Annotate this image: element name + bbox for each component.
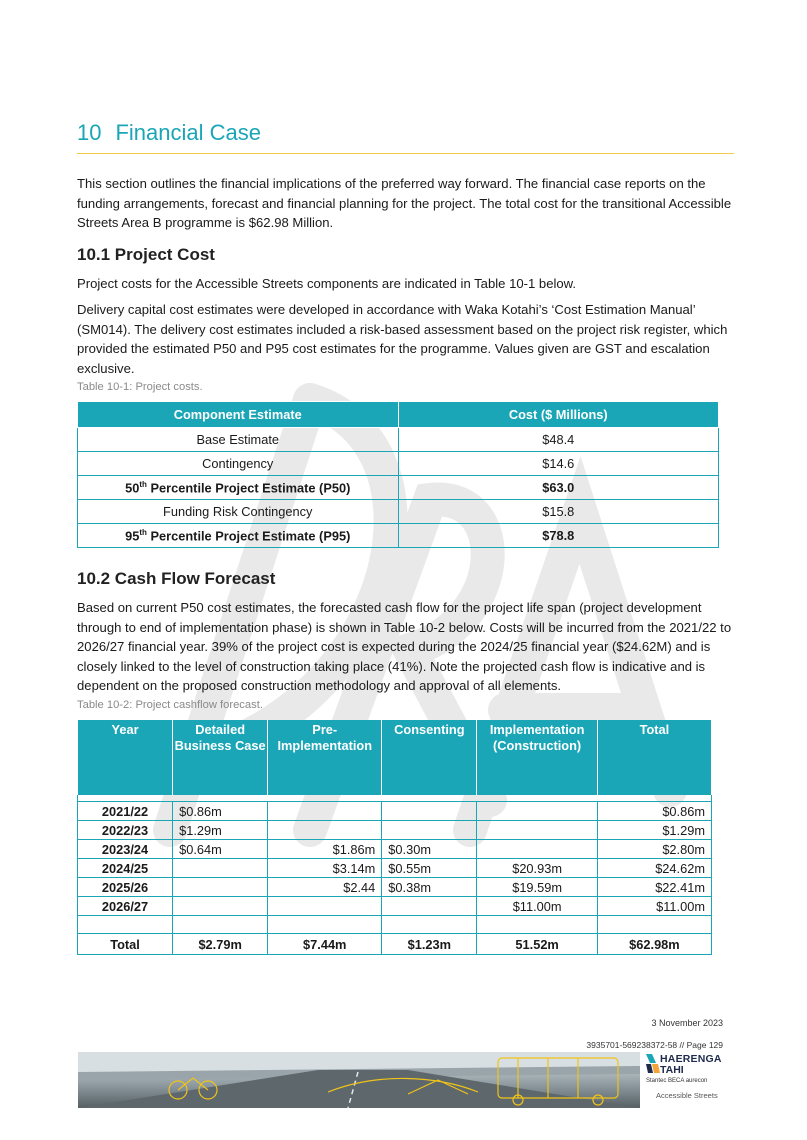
- row-label: [78, 524, 399, 548]
- row-value: $78.8: [398, 524, 719, 548]
- pre-implementation-cell: $2.44: [268, 878, 382, 897]
- pre-implementation-cell: $1.86m: [268, 840, 382, 859]
- footer-date: 3 November 2023: [651, 1018, 723, 1028]
- table-row: [78, 452, 719, 476]
- column-header-component: Component Estimate: [78, 402, 399, 428]
- total-pre-implementation: $7.44m: [268, 934, 382, 955]
- row-label-suffix: th: [139, 479, 147, 489]
- total-cell: $2.80m: [597, 840, 711, 859]
- table-row: [78, 428, 719, 452]
- total-consenting: $1.23m: [382, 934, 477, 955]
- consenting-cell: $0.30m: [382, 840, 477, 859]
- total-cell: $11.00m: [597, 897, 711, 916]
- column-header-cost: Cost ($ Millions): [398, 402, 719, 428]
- row-label: Funding Risk Contingency: [78, 500, 399, 524]
- dbc-cell: [173, 897, 268, 916]
- footer-banner-image: [78, 1052, 640, 1108]
- column-header-dbc: Detailed Business Case: [173, 720, 268, 795]
- column-header-year: Year: [78, 720, 173, 795]
- implementation-cell: $19.59m: [477, 878, 597, 897]
- year-cell: 2021/22: [78, 802, 173, 821]
- logo-line-1: HAERENGA: [660, 1053, 722, 1065]
- table-row: [78, 802, 712, 821]
- table-row: [78, 524, 719, 548]
- dbc-cell: [173, 878, 268, 897]
- total-implementation: 51.52m: [477, 934, 597, 955]
- banner-illustration: [78, 1052, 640, 1108]
- table-10-1-caption: Table 10-1: Project costs.: [77, 381, 203, 393]
- cash-flow-paragraph: Based on current P50 cost estimates, the forecasted cash flow for the project life span (project development through to end of implementation phase) is shown in Table 10-2 below. Costs will be incurred from the 2021/22 to 2026/27 financial year. 39% of the project cost is expected during the 2024/25 financial year ($24.62M) and is closely linked to the level of construction taking place (41%). Note the projected cash flow is indicative and is dependent on the proposed construction methodology and approval of all elements.: [77, 600, 732, 694]
- subheading-cash-flow: 10.2 Cash Flow Forecast: [77, 569, 276, 588]
- table-header-row: [78, 720, 712, 795]
- subheading-project-cost: 10.1 Project Cost: [77, 245, 215, 264]
- logo-line-2: TAHI: [660, 1064, 684, 1076]
- pre-implementation-cell: [268, 821, 382, 840]
- column-header-total: Total: [597, 720, 711, 795]
- row-value: $15.8: [398, 500, 719, 524]
- accessible-streets-logo: Accessible Streets: [656, 1091, 718, 1100]
- table-row: [78, 821, 712, 840]
- dbc-cell: [173, 859, 268, 878]
- dbc-cell: $1.29m: [173, 821, 268, 840]
- dbc-cell: $0.86m: [173, 802, 268, 821]
- year-cell: 2023/24: [78, 840, 173, 859]
- pre-implementation-cell: $3.14m: [268, 859, 382, 878]
- year-cell: 2024/25: [78, 859, 173, 878]
- section-number: 10: [77, 120, 102, 145]
- table-header-row: [78, 402, 719, 428]
- empty-row: [78, 916, 712, 934]
- year-cell: 2026/27: [78, 897, 173, 916]
- dbc-cell: $0.64m: [173, 840, 268, 859]
- row-label: Contingency: [78, 452, 399, 476]
- implementation-cell: $11.00m: [477, 897, 597, 916]
- row-label-text: Percentile Project Estimate (P95): [146, 528, 351, 544]
- row-label: Base Estimate: [78, 428, 399, 452]
- table-row: [78, 859, 712, 878]
- cashflow-forecast-table: [77, 720, 712, 955]
- consenting-cell: [382, 821, 477, 840]
- footer-page-reference: 3935701-569238372-58 // Page 129: [586, 1040, 723, 1050]
- consenting-cell: $0.55m: [382, 859, 477, 878]
- pre-implementation-cell: [268, 802, 382, 821]
- section-title: Financial Case: [115, 120, 261, 145]
- total-cell: $1.29m: [597, 821, 711, 840]
- implementation-cell: $20.93m: [477, 859, 597, 878]
- table-row: [78, 500, 719, 524]
- total-cell: $22.41m: [597, 878, 711, 897]
- intro-paragraph: This section outlines the financial implications of the preferred way forward. The financial case reports on the funding arrangements, forecast and financial planning for the project. The total cost for the transitional Accessible Streets Area B programme is $62.98 Million.: [77, 176, 732, 231]
- haerenga-tahi-logo: [646, 1053, 726, 1125]
- row-label-text: Percentile Project Estimate (P50): [146, 480, 351, 496]
- total-cell: $24.62m: [597, 859, 711, 878]
- project-cost-paragraph-2: Delivery capital cost estimates were developed in accordance with Waka Kotahi’s ‘Cost Estimation Manual’ (SM014). The delivery cost estimates included a risk-based assessment based on the project risk register, which provided the estimated P50 and P95 cost estimates for the programme. Values given are GST and escalation exclusive.: [77, 302, 728, 376]
- total-dbc: $2.79m: [173, 934, 268, 955]
- pre-implementation-cell: [268, 897, 382, 916]
- column-header-consenting: Consenting: [382, 720, 477, 795]
- consenting-cell: $0.38m: [382, 878, 477, 897]
- year-cell: 2025/26: [78, 878, 173, 897]
- project-cost-paragraph-1: Project costs for the Accessible Streets components are indicated in Table 10-1 below.: [77, 276, 577, 291]
- row-value: $48.4: [398, 428, 719, 452]
- column-header-pre-implementation: Pre-Implementation: [268, 720, 382, 795]
- column-header-implementation: Implementation (Construction): [477, 720, 597, 795]
- implementation-cell: [477, 821, 597, 840]
- row-value: $63.0: [398, 476, 719, 500]
- row-label-number: 95: [125, 528, 140, 544]
- project-costs-table: [77, 401, 719, 548]
- table-row: [78, 840, 712, 859]
- haerenga-tahi-mark-icon: [646, 1054, 660, 1074]
- total-label: Total: [78, 934, 173, 955]
- table-10-2-caption: Table 10-2: Project cashflow forecast.: [77, 699, 263, 711]
- partner-logos: Stantec BECA aurecon: [646, 1078, 708, 1084]
- row-label-suffix: th: [139, 527, 147, 537]
- total-row: [78, 934, 712, 955]
- consenting-cell: [382, 802, 477, 821]
- total-total: $62.98m: [597, 934, 711, 955]
- total-cell: $0.86m: [597, 802, 711, 821]
- section-heading: [77, 120, 734, 154]
- row-label: [78, 476, 399, 500]
- implementation-cell: [477, 840, 597, 859]
- implementation-cell: [477, 802, 597, 821]
- table-row: [78, 897, 712, 916]
- consenting-cell: [382, 897, 477, 916]
- table-row: [78, 878, 712, 897]
- year-cell: 2022/23: [78, 821, 173, 840]
- table-row: [78, 476, 719, 500]
- row-label-number: 50: [125, 480, 140, 496]
- row-value: $14.6: [398, 452, 719, 476]
